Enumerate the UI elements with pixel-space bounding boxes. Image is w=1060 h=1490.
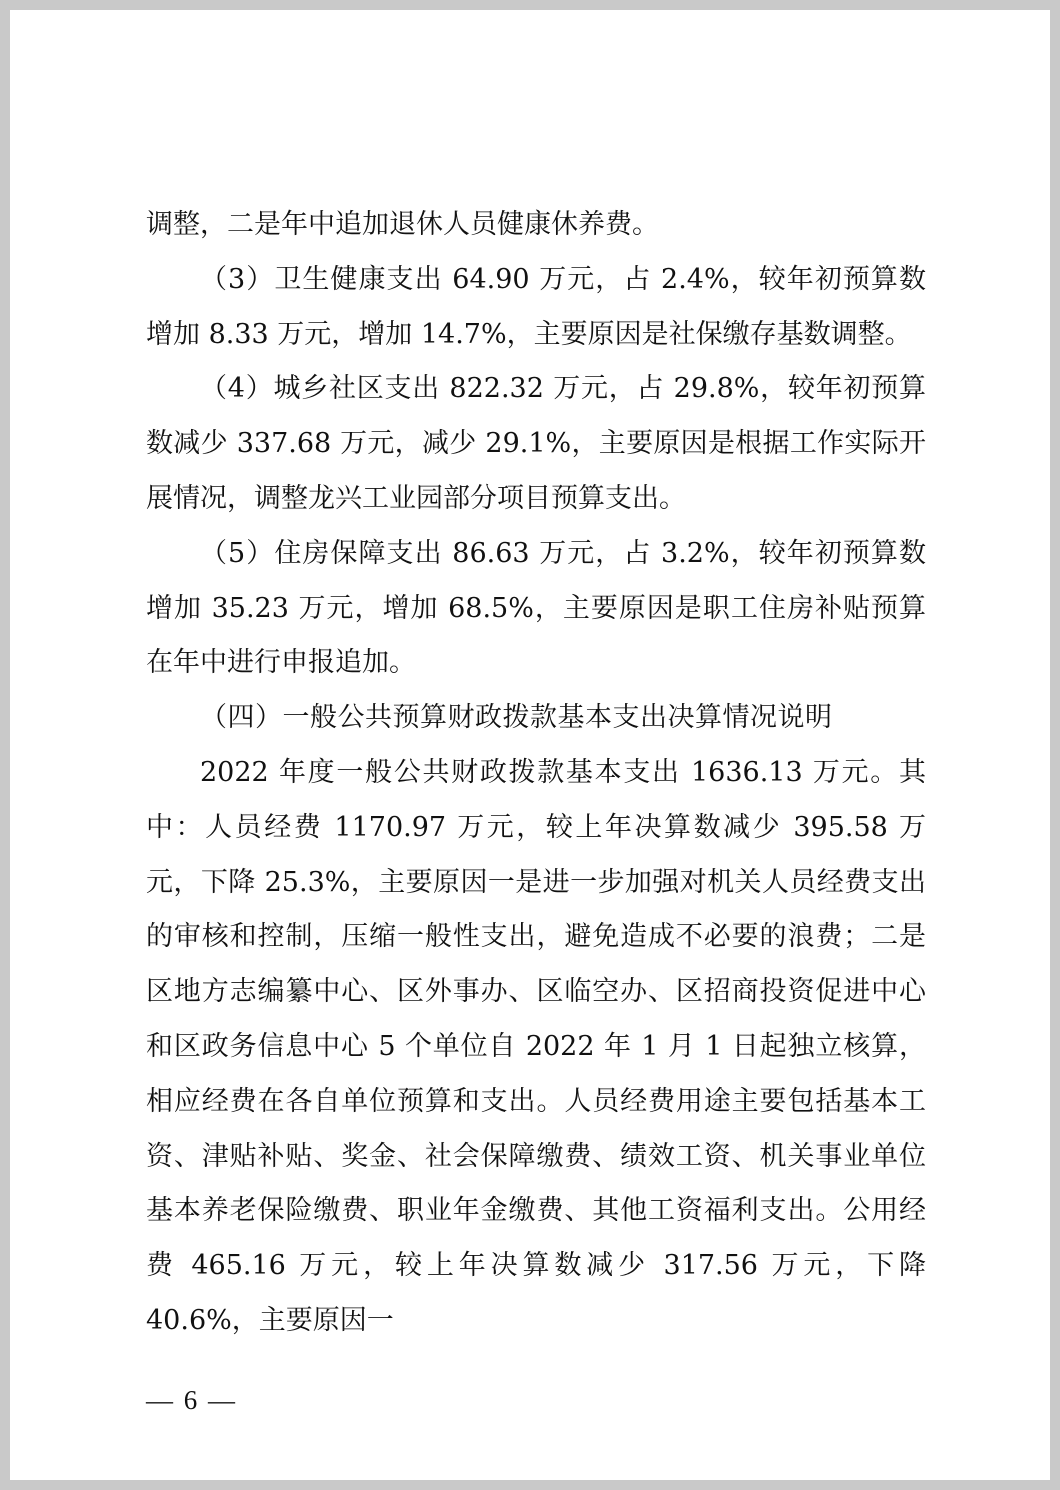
section-heading-basic-expenditure: （四）一般公共预算财政拨款基本支出决算情况说明 xyxy=(200,702,833,734)
paragraph-health-expenditure: （3）卫生健康支出 64.90 万元，占 2.4%，较年初预算数增加 8.33 万元，增加 14.7%，主要原因是社保缴存基数调整。 xyxy=(146,263,926,350)
paragraph-continuation: 调整，二是年中追加退休人员健康休养费。 xyxy=(146,209,659,240)
page-number: — 6 — xyxy=(146,1385,237,1415)
paragraph-basic-expenditure-details: 2022 年度一般公共财政拨款基本支出 1636.13 万元。其中：人员经费 1170.97 万元，较上年决算数减少 395.58 万元，下降 25.3%，主要原因一是进一步加强对机关人员经费支出的审核和控制，压缩一般性支出，避免造成不必要的浪费；二是区地方志编纂中心、区外事办、区临空办、区招商投资促进中心和区政务信息中心 5 个单位自 2022 年 1 月 1 日起独立核算，相应经费在各自单位预算和支出。人员经费用途主要包括基本工资、津贴补贴、奖金、社会保障缴费、绩效工资、机关事业单位基本养老保险缴费、职业年金缴费、其他工资福利支出。公用经费 465.16 万元，较上年决算数减少 317.56 万元，下降 40.6%，主要原因一 xyxy=(146,756,926,1336)
document-body xyxy=(146,198,926,1349)
paragraph-urban-rural-expenditure: （4）城乡社区支出 822.32 万元，占 29.8%，较年初预算数减少 337.68 万元，减少 29.1%，主要原因是根据工作实际开展情况，调整龙兴工业园部分项目预算支出。 xyxy=(146,373,926,514)
paragraph-housing-expenditure: （5）住房保障支出 86.63 万元，占 3.2%，较年初预算数增加 35.23 万元，增加 68.5%，主要原因是职工住房补贴预算在年中进行申报追加。 xyxy=(146,537,926,679)
document-page xyxy=(10,10,1050,1480)
